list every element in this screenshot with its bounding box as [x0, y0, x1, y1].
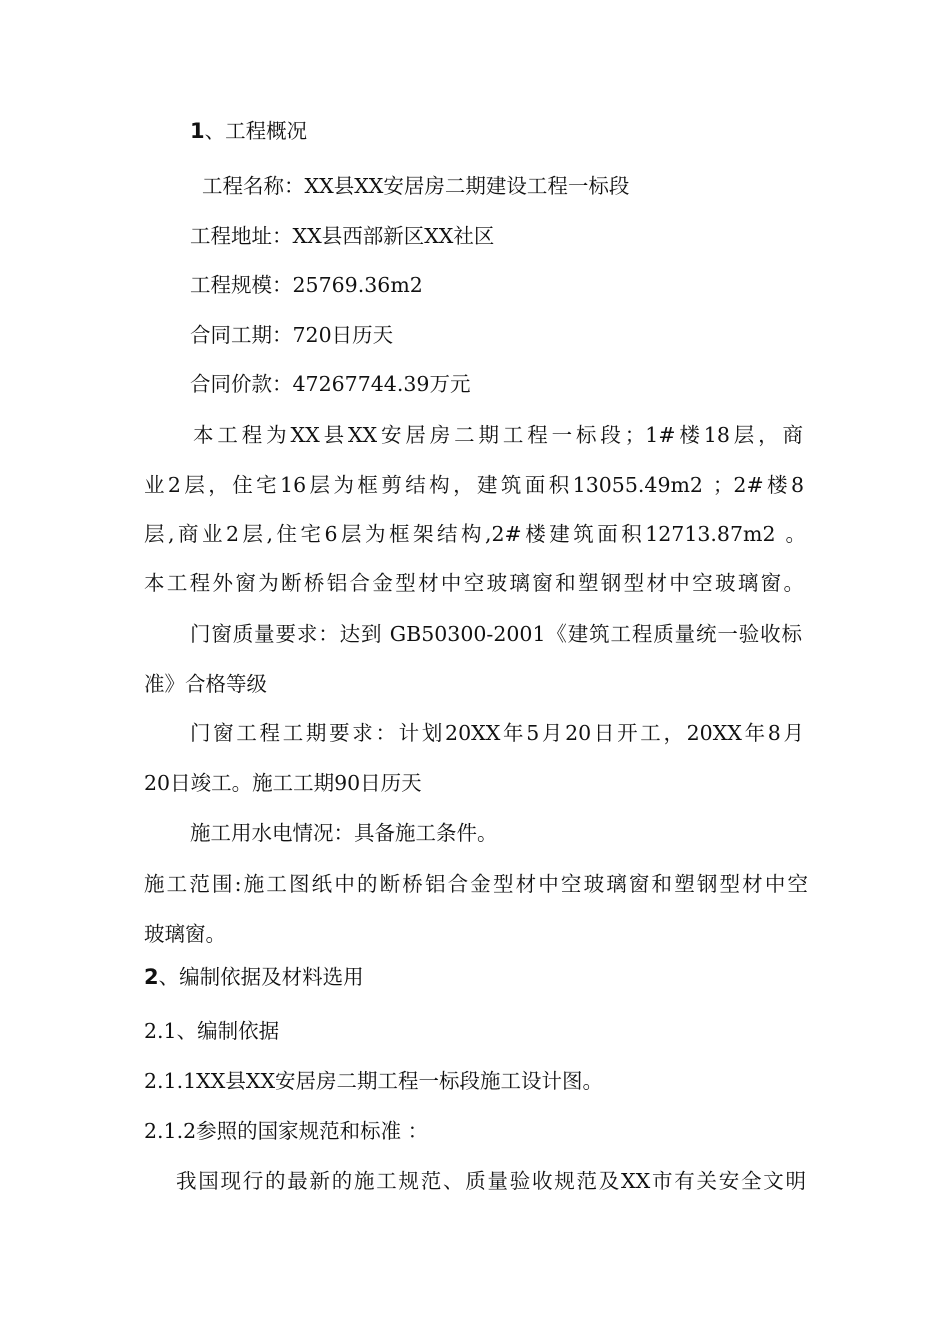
project-scale-line: 工程规模：25769.36m2: [190, 273, 423, 297]
subsection-2-1: 2.1、编制依据: [144, 1019, 280, 1043]
section-1-heading: [190, 116, 860, 146]
project-description-line-1: 本工程为XX县XX安居房二期工程一标段；1#楼18层，商: [193, 423, 803, 447]
section-1-number: 1: [190, 119, 205, 143]
standards-paragraph-line: 我国现行的最新的施工规范、质量验收规范及XX市有关安全文明: [176, 1169, 806, 1193]
quality-requirement-line-2: 准》合格等级: [144, 672, 267, 696]
construction-scope-line-1: 施工范围:施工图纸中的断桥铝合金型材中空玻璃窗和塑钢型材中空: [144, 872, 808, 896]
project-description-line-4: 本工程外窗为断桥铝合金型材中空玻璃窗和塑钢型材中空玻璃窗。: [144, 571, 804, 595]
project-address-line: 工程地址：XX县西部新区XX社区: [190, 224, 495, 248]
schedule-requirement-line-2: 20日竣工。施工工期90日历天: [144, 771, 422, 795]
contract-price-line: 合同价款：47267744.39万元: [190, 372, 471, 396]
utility-condition-line: 施工用水电情况：具备施工条件。: [190, 821, 498, 845]
section-2-heading: [144, 962, 814, 992]
project-description-line-3: 层,商业2层,住宅6层为框架结构,2#楼建筑面积12713.87m2 。: [144, 522, 806, 546]
subsection-2-1-1: 2.1.1XX县XX安居房二期工程一标段施工设计图。: [144, 1069, 604, 1093]
contract-period-line: 合同工期：720日历天: [190, 323, 394, 347]
construction-scope-line-2: 玻璃窗。: [144, 922, 226, 946]
section-1-title: 、工程概况: [204, 119, 308, 143]
subsection-2-1-2: 2.1.2参照的国家规范和标准 ：: [144, 1119, 429, 1143]
section-2-number: 2: [144, 965, 159, 989]
schedule-requirement-line-1: 门窗工程工期要求：计划20XX年5月20日开工，20XX年8月: [190, 721, 804, 745]
project-description-line-2: 业2层，住宅16层为框剪结构，建筑面积13055.49m2 ；2#楼8: [144, 473, 804, 497]
project-name-line: 工程名称：XX县XX安居房二期建设工程一标段: [202, 174, 630, 198]
quality-requirement-line-1: 门窗质量要求：达到 GB50300-2001《建筑工程质量统一验收标: [190, 622, 802, 646]
section-2-title: 、编制依据及材料选用: [158, 965, 364, 989]
